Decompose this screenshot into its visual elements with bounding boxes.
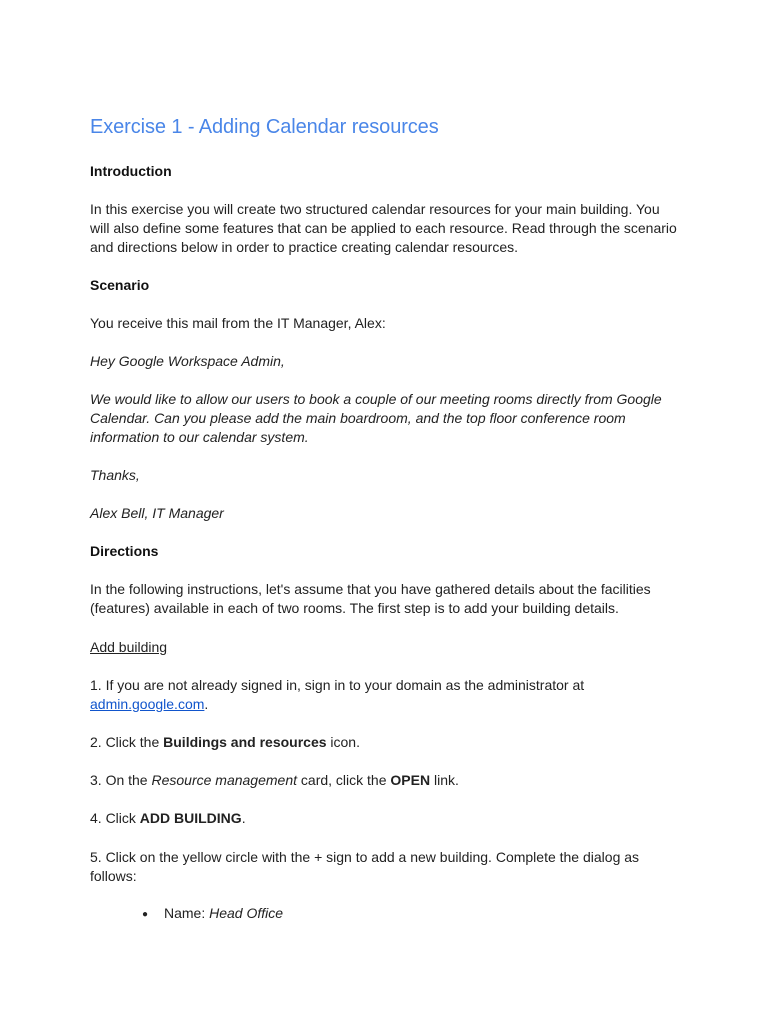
admin-console-link[interactable]: admin.google.com — [90, 696, 205, 712]
add-building-section — [90, 638, 678, 657]
step-3-resource-management: Resource management — [151, 772, 298, 788]
bullet-label: Name: — [164, 905, 210, 921]
step-3-suffix: link. — [430, 772, 459, 788]
step-1 — [90, 676, 678, 714]
step-4 — [90, 809, 678, 828]
add-building-heading: Add building — [90, 639, 168, 655]
step-4-prefix: 4. Click — [90, 810, 140, 826]
scenario-heading: Scenario — [90, 277, 150, 293]
document-title: Exercise 1 - Adding Calendar resources — [90, 116, 439, 138]
step-2-buildings-and-resources: Buildings and resources — [163, 734, 327, 750]
step-3-prefix: 3. On the — [90, 772, 152, 788]
step-2-prefix: 2. Click the — [90, 734, 164, 750]
step-3 — [90, 771, 678, 790]
step-2 — [90, 733, 678, 752]
step-3-mid: card, click the — [297, 772, 391, 788]
email-closing: Thanks, — [90, 467, 140, 483]
introduction-heading: Introduction — [90, 163, 172, 179]
step-5: 5. Click on the yellow circle with the + sign to add a new building. Complete the dialog as follows: — [90, 849, 640, 884]
step-1-text: 1. If you are not already signed in, sign in to your domain as the administrator at — [90, 677, 585, 693]
bullet-icon: ● — [142, 909, 149, 920]
step-3-open: OPEN — [390, 772, 431, 788]
bullet-list-item — [142, 904, 283, 924]
scenario-paragraph: You receive this mail from the IT Manager, Alex: — [90, 315, 386, 331]
directions-paragraph: In the following instructions, let's assume that you have gathered details about the facilities (features) available in each of two rooms. The first step is to add your building details. — [90, 581, 651, 616]
email-signature: Alex Bell, IT Manager — [90, 505, 224, 521]
directions-heading: Directions — [90, 543, 159, 559]
step-2-suffix: icon. — [326, 734, 360, 750]
introduction-paragraph: In this exercise you will create two structured calendar resources for your main building. You will also define some features that can be applied to each resource. Read through the scenario and directions below in order to practice creating calendar resources. — [90, 201, 677, 255]
email-greeting: Hey Google Workspace Admin, — [90, 353, 285, 369]
step-4-add-building: ADD BUILDING — [139, 810, 242, 826]
step-4-suffix: . — [241, 810, 246, 826]
email-body: We would like to allow our users to book a couple of our meeting rooms directly from Google Calendar. Can you please add the main boardroom, and the top floor conference room information to our calendar system. — [90, 391, 662, 445]
bullet-value: Head Office — [209, 905, 284, 921]
step-1-period: . — [204, 696, 209, 712]
